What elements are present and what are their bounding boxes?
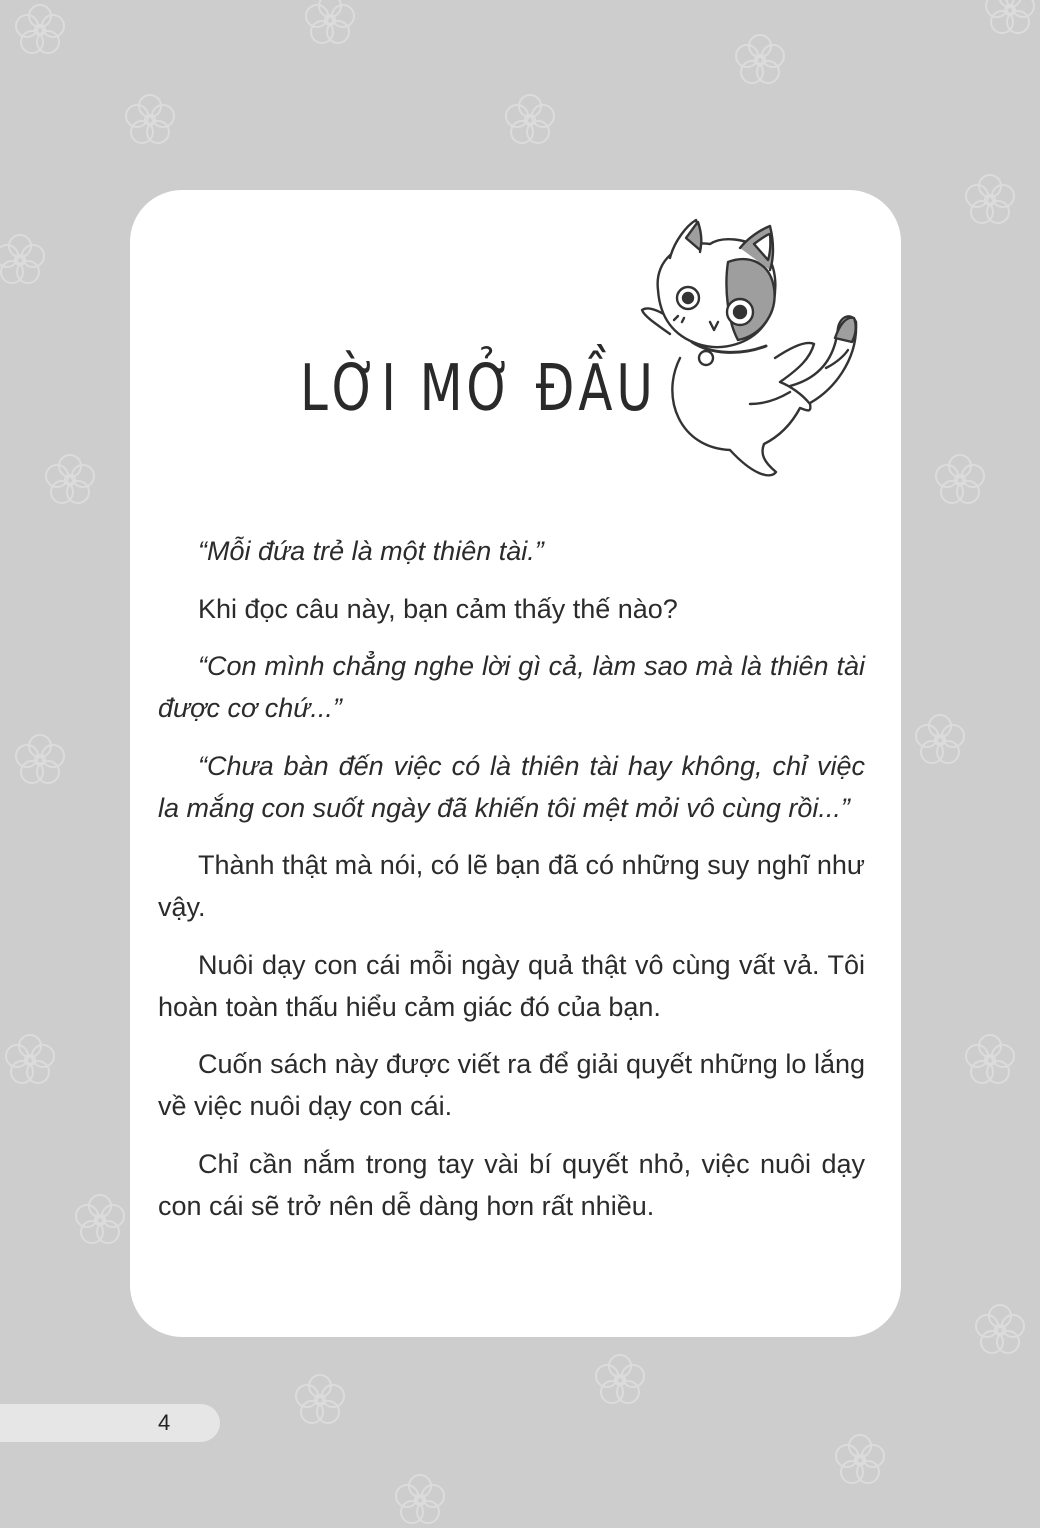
cat-illustration-icon [630,218,870,480]
page-number: 4 [158,1410,171,1435]
paragraph: Thành thật mà nói, có lẽ bạn đã có những suy nghĩ như vậy. [158,850,865,922]
paragraph: “Mỗi đứa trẻ là một thiên tài.” [198,536,544,566]
paragraph: “Con mình chẳng nghe lời gì cả, làm sao mà là thiên tài được cơ chứ...” [158,651,865,723]
preface-body [158,530,865,1242]
paragraph: Chỉ cần nắm trong tay vài bí quyết nhỏ, việc nuôi dạy con cái sẽ trở nên dễ dàng hơn rất nhiều. [158,1148,865,1221]
page-title: LỜI MỞ ĐẦU [300,352,657,426]
paragraph: Khi đọc câu này, bạn cảm thấy thế nào? [198,593,678,624]
paragraph: Nuôi dạy con cái mỗi ngày quả thật vô cùng vất vả. Tôi hoàn toàn thấu hiểu cảm giác đó của bạn. [158,949,865,1022]
page-number-tab [0,1404,220,1442]
paragraph: Cuốn sách này được viết ra để giải quyết những lo lắng về việc nuôi dạy con cái. [158,1049,865,1121]
paragraph: “Chưa bàn đến việc có là thiên tài hay không, chỉ việc la mắng con suốt ngày đã khiến tôi mệt mỏi vô cùng rồi...” [158,750,865,823]
